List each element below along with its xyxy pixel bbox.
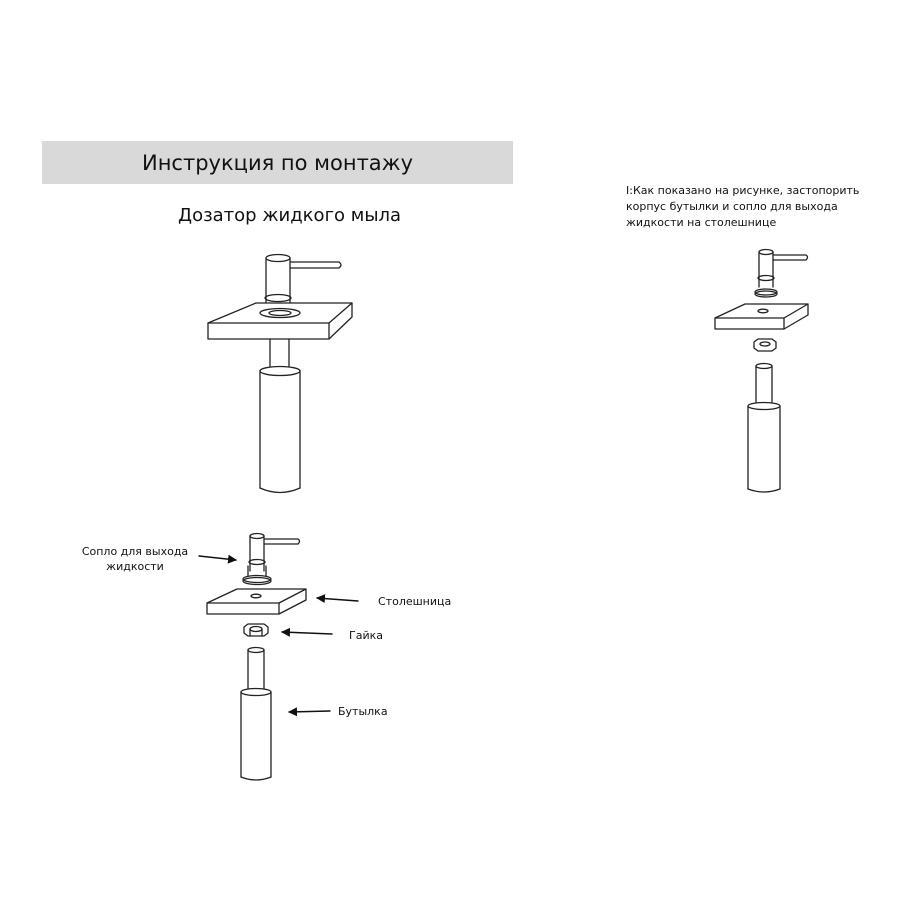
arrow-icon [317, 598, 358, 601]
label-nut: Гайка [349, 629, 383, 642]
product-subtitle: Дозатор жидкого мыла [178, 205, 402, 226]
exploded-dispenser-drawing [207, 534, 306, 781]
small-exploded-dispenser-drawing [715, 250, 808, 493]
label-bottle: Бутылка [338, 705, 388, 718]
page-title: Инструкция по монтажу [141, 150, 414, 175]
label-countertop: Столешница [378, 595, 452, 608]
arrow-icon [289, 711, 330, 712]
arrow-icon [282, 632, 332, 634]
label-nozzle: Сопло для выхода жидкости [81, 545, 189, 573]
arrow-icon [199, 556, 236, 560]
assembled-dispenser-drawing [208, 255, 352, 493]
instruction-text: I:Как показано на рисунке, застопорить корпус бутылки и сопло для выхода жидкости на столешнице [626, 184, 860, 229]
